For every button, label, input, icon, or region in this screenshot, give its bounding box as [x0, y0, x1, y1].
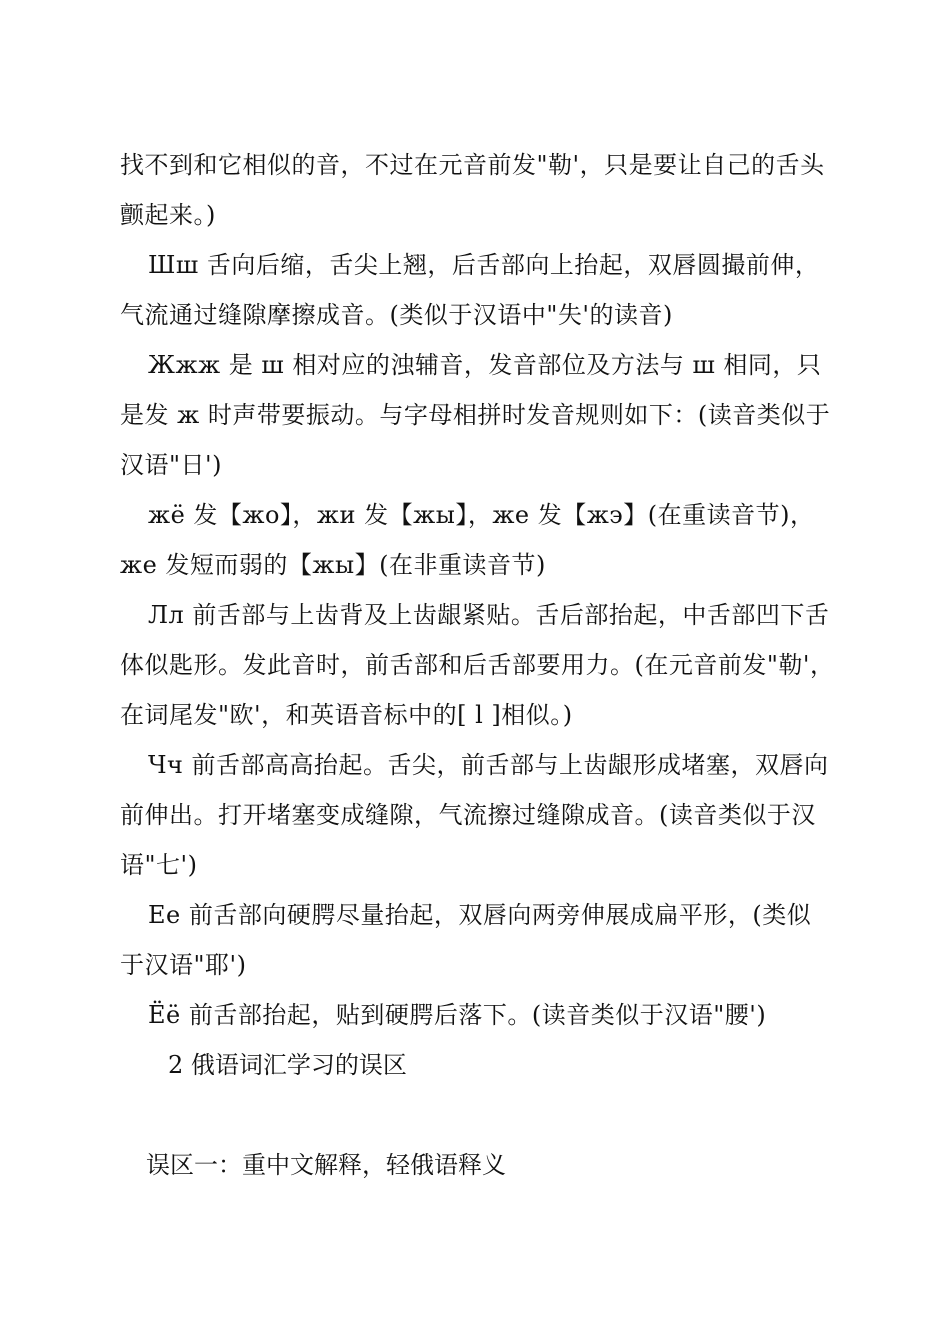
paragraph-letter-zhe: Жжж 是 ш 相对应的浊辅音，发音部位及方法与 ш 相同，只是发 ж 时声带要振动。与字母相拼时发音规则如下：(读音类似于汉语"日'): [120, 351, 831, 479]
paragraph-letter-el: Лл 前舌部与上齿背及上齿龈紧贴。舌后部抬起，中舌部凹下舌体似匙形。发此音时，前舌部和后舌部要用力。(在元音前发"勒'，在词尾发"欧'，和英语音标中的[ l ]相似。): [120, 601, 835, 729]
paragraph-zhe-rules: жё 发【жо】，жи 发【жы】，же 发【жэ】(在重读音节)，же 发短而弱的【жы】(在非重读音节): [120, 501, 815, 579]
paragraph-letter-yo: Ёё 前舌部抬起，贴到硬腭后落下。(读音类似于汉语"腰'): [148, 1001, 767, 1029]
paragraph-letter-che: Чч 前舌部高高抬起。舌尖，前舌部与上齿龈形成堵塞，双唇向前伸出。打开堵塞变成缝隙，气流擦过缝隙成音。(读音类似于汉语"七'): [120, 751, 829, 879]
section-heading: 2 俄语词汇学习的误区: [168, 1051, 407, 1079]
subheading-misconception-one: 误区一：重中文解释，轻俄语释义: [146, 1151, 506, 1179]
paragraph-letter-ye: Ее 前舌部向硬腭尽量抬起，双唇向两旁伸展成扁平形，(类似于汉语"耶'): [120, 901, 812, 979]
paragraph-letter-sha: Шш 舌向后缩，舌尖上翘，后舌部向上抬起，双唇圆撮前伸，气流通过缝隙摩擦成音。(类似于汉语中"失'的读音): [120, 251, 820, 329]
paragraph-trill-r-continued: 找不到和它相似的音，不过在元音前发"勒'，只是要让自己的舌头颤起来。): [120, 151, 825, 229]
